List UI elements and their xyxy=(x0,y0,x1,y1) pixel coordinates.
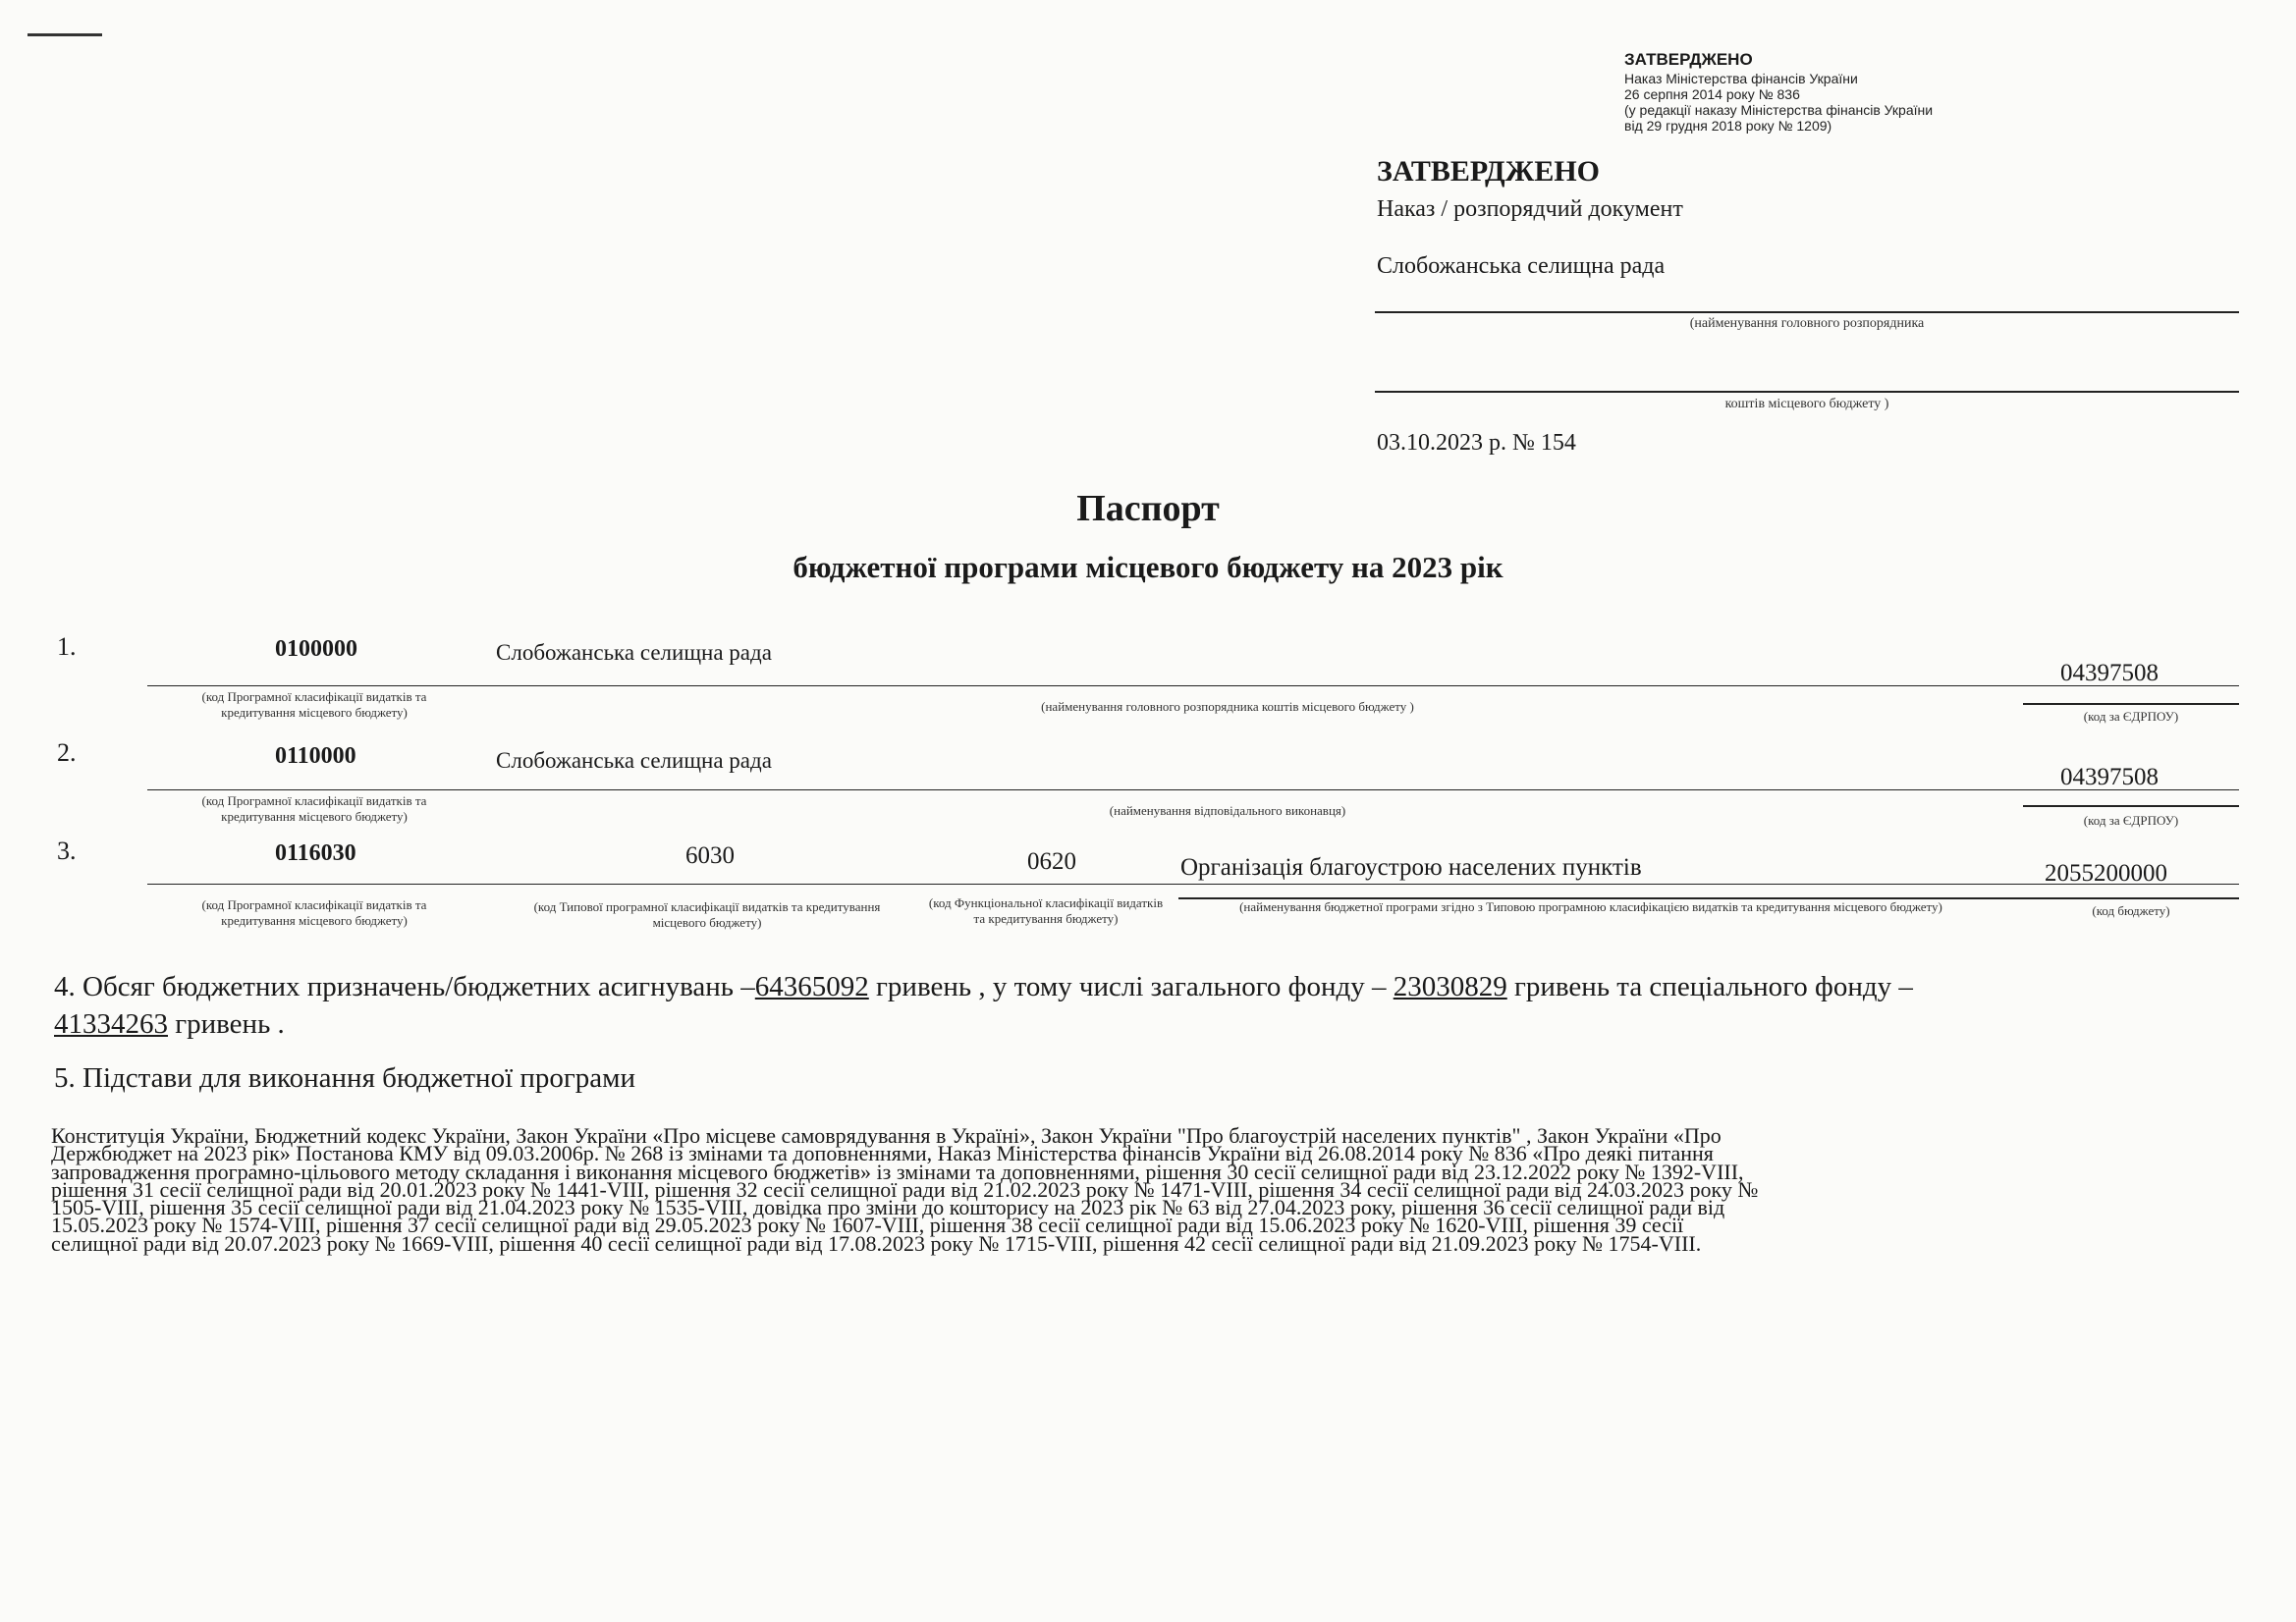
approval-date: 03.10.2023 р. № 154 xyxy=(1377,430,1576,456)
row-caption: (код бюджету) xyxy=(2092,903,2170,918)
section-5-line: селищної ради від 20.07.2023 року № 1669-VIII, рішення 40 сесії селищної ради від 17.08.2023 року № 1715-VIII, рішення 42 сесії селищної ради від 21.09.2023 року № 1754-VIII. xyxy=(51,1230,1702,1256)
row-line xyxy=(2023,703,2239,705)
header-stamp-line: (у редакції наказу Міністерства фінансів України xyxy=(1624,102,1934,118)
row-program-name: Організація благоустрою населених пунктів xyxy=(1180,854,1642,881)
section-4-text: гривень та спеціального фонду – xyxy=(1506,971,1913,1002)
row-edrpou: 04397508 xyxy=(2060,764,2159,790)
section-5-line: Держбюджет на 2023 рік» Постанова КМУ від 09.03.2006р. № 268 із змінами та доповненнями, Наказ Міністерства фінансів України від 26.08.2014 року № 836 «Про деякі питання xyxy=(51,1141,1714,1166)
page-subtitle: бюджетної програми місцевого бюджету на 2023 рік xyxy=(793,550,1503,584)
approval-org-line xyxy=(1375,311,2239,313)
row-caption: (код Функціональної класифікації видатків та кредитування бюджету) xyxy=(928,895,1164,926)
header-stamp-line: 26 серпня 2014 року № 836 xyxy=(1624,86,1800,102)
scan-mark xyxy=(27,33,102,36)
row-code: 0110000 xyxy=(275,743,356,769)
row-caption: (найменування відповідального виконавця) xyxy=(1109,803,1346,818)
section-5-line: 15.05.2023 року № 1574-VIII, рішення 37 сесії селищної ради від 29.05.2023 року № 1607-VIII, рішення 38 сесії селищної ради від 15.06.2023 року № 1620-VIII, рішення 39 сесії xyxy=(51,1213,1684,1238)
section-4-text: гривень , у тому числі загального фонду – xyxy=(868,971,1394,1002)
row-caption: (найменування головного розпорядника коштів місцевого бюджету ) xyxy=(1041,699,1414,714)
section-5-line: запровадження програмно-цільового методу складання і виконання місцевого бюджетів» із змінами та доповненнями, рішення 30 сесії селищної ради від 23.12.2022 року № 1392-VIII, xyxy=(51,1159,1744,1184)
row-caption: (найменування бюджетної програми згідно з Типовою програмною класифікацією видатків та кредитування місцевого бюджету) xyxy=(1239,899,1942,914)
row-line xyxy=(147,685,2239,686)
row-number: 1. xyxy=(57,632,77,661)
row-caption: (код за ЄДРПОУ) xyxy=(2083,709,2179,724)
section-5-heading: 5. Підстави для виконання бюджетної програми xyxy=(54,1062,636,1094)
row-typical-code: 6030 xyxy=(685,842,735,869)
header-stamp-title: ЗАТВЕРДЖЕНО xyxy=(1624,50,1753,69)
row-code: 0116030 xyxy=(275,840,356,866)
row-org-name: Слобожанська селищна рада xyxy=(496,640,772,665)
row-caption: (код Програмної класифікації видатків та кредитування місцевого бюджету) xyxy=(201,689,427,720)
special-fund-amount: 41334263 xyxy=(54,1008,168,1040)
approval-title: ЗАТВЕРДЖЕНО xyxy=(1377,155,1600,188)
section-4 xyxy=(54,968,2244,1043)
section-5-body xyxy=(51,1123,1759,1256)
section-5-line: 1505-VIII, рішення 35 сесії селищної ради від 21.04.2023 року № 1535-VIII, довідка про зміни до кошторису на 2023 рік № 63 від 27.04.2023 року, рішення 36 сесії селищної ради від xyxy=(51,1195,1725,1220)
section-4-text: 4. Обсяг бюджетних призначень/бюджетних асигнувань – xyxy=(54,971,755,1002)
row-org-name: Слобожанська селищна рада xyxy=(496,748,772,773)
header-stamp-line: Наказ Міністерства фінансів України xyxy=(1624,71,1858,86)
total-amount: 64365092 xyxy=(754,971,869,1002)
approval-org: Слобожанська селищна рада xyxy=(1377,253,1666,279)
row-code: 0100000 xyxy=(275,636,357,662)
header-stamp-line: від 29 грудня 2018 року № 1209) xyxy=(1624,118,1832,134)
section-5-line: рішення 31 сесії селищної ради від 20.01.2023 року № 1441-VIII, рішення 32 сесії селищної ради від 21.02.2023 року № 1471-VIII, рішення 34 сесії селищної ради від 24.03.2023 року № xyxy=(51,1176,1759,1202)
row-caption: (код за ЄДРПОУ) xyxy=(2083,813,2179,828)
general-fund-amount: 23030829 xyxy=(1393,971,1507,1002)
row-caption: (код Програмної класифікації видатків та кредитування місцевого бюджету) xyxy=(201,793,427,824)
row-number: 3. xyxy=(57,837,77,865)
row-caption: (код Типової програмної класифікації видатків та кредитування місцевого бюджету) xyxy=(533,899,881,930)
row-func-code: 0620 xyxy=(1027,848,1076,875)
approval-line-2 xyxy=(1375,391,2239,393)
row-number: 2. xyxy=(57,738,77,767)
row-caption: (код Програмної класифікації видатків та кредитування місцевого бюджету) xyxy=(201,897,427,928)
row-line xyxy=(147,789,2239,790)
row-line xyxy=(2023,805,2239,807)
approval-caption: коштів місцевого бюджету ) xyxy=(1724,397,1889,411)
approval-caption: (найменування головного розпорядника xyxy=(1689,316,1925,331)
row-line xyxy=(147,884,2239,885)
approval-subtitle: Наказ / розпорядчий документ xyxy=(1377,196,1683,222)
section-4-text: гривень . xyxy=(168,1008,285,1040)
row-edrpou: 04397508 xyxy=(2060,660,2159,686)
page-title: Паспорт xyxy=(1076,488,1220,529)
section-5-line: Конституція України, Бюджетний кодекс України, Закон України «Про місцеве самоврядування в Україні», Закон України "Про благоустрій населених пунктів" , Закон України «Про xyxy=(51,1123,1722,1148)
header-stamp xyxy=(1624,49,1933,134)
row-budget-code: 2055200000 xyxy=(2045,860,2167,887)
